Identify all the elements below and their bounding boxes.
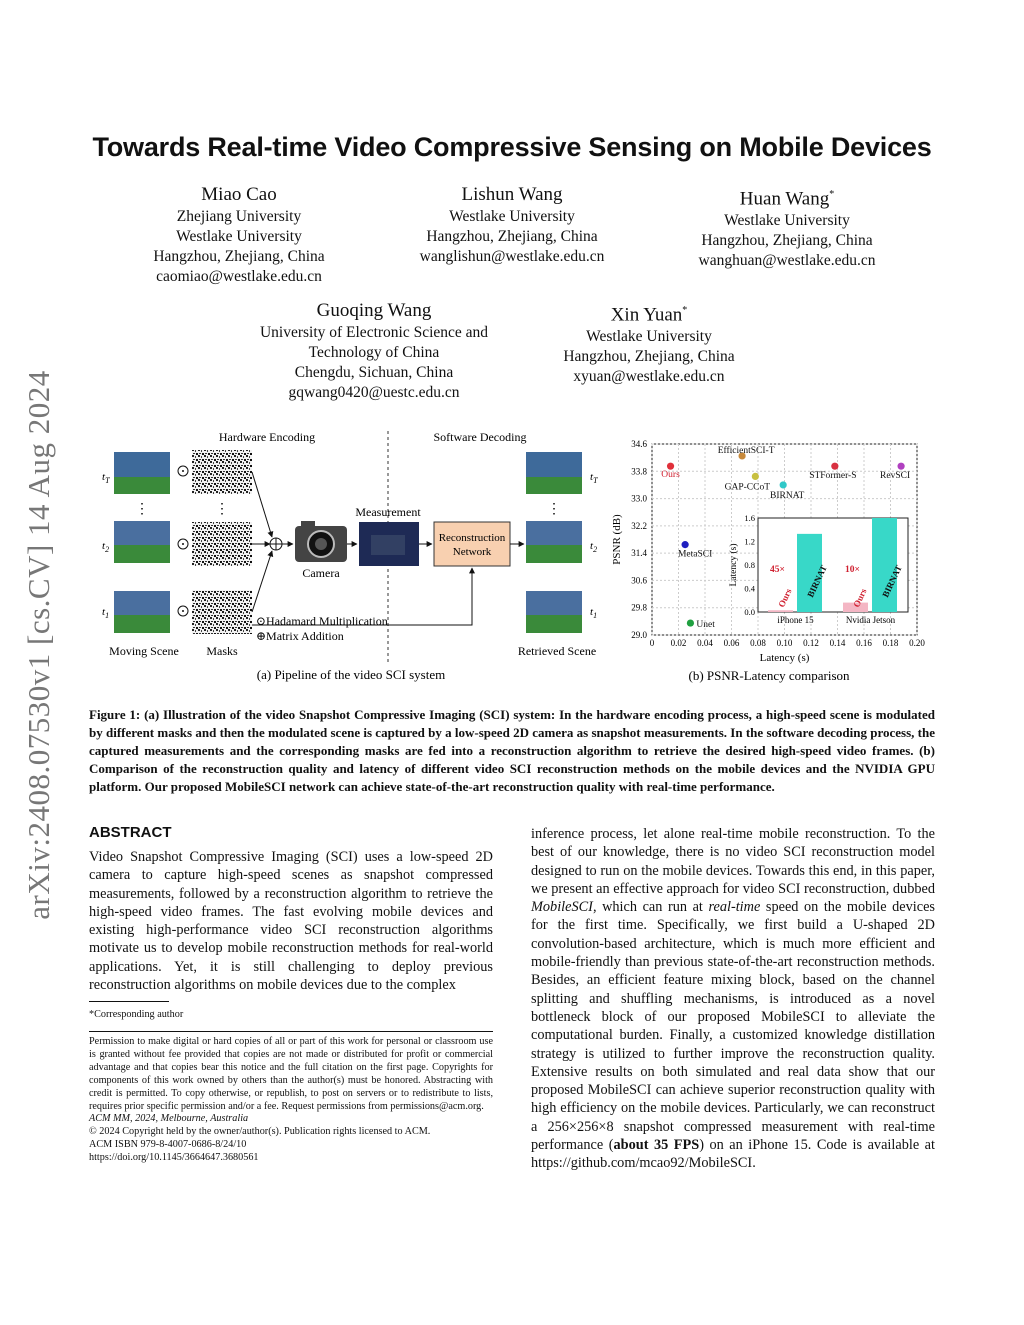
mask-1 [192, 590, 252, 634]
isbn-line: ACM ISBN 979-8-4007-0686-8/24/10 [89, 1139, 247, 1151]
y-tick-label: 33.0 [631, 493, 647, 504]
inset-y-tick: 1.2 [744, 536, 755, 547]
y-tick-label: 29.0 [631, 630, 647, 640]
figure-caption: Figure 1: (a) Illustration of the video Snapshot Compressive Imaging (SCI) system: In the hardware encoding process, a high-speed scene is modulated by different masks and then the modulated scene is captured by a low-speed 2D camera as snapshot measurements. In the software decoding process, the captured measurements and the corresponding masks are fed into a reconstruction algorithm to retrieve the desired high-speed video frames. (b) Comparison of the reconstruction quality and latency of different video SCI reconstruction methods on the mobile devices and the NVIDIA GPU platform. Our proposed MobileSCI network can achieve state-of-the-art reconstruction quality with real-time performance. [89, 707, 935, 794]
author-location: Hangzhou, Zhejiang, China [563, 348, 735, 366]
x-tick-label: 0.04 [697, 638, 713, 648]
inset-bar-ours [768, 610, 793, 612]
author-block-4 [244, 299, 504, 403]
author-email: wanglishun@westlake.edu.cn [419, 248, 605, 265]
inset-bar-label: Ours [776, 586, 794, 609]
svg-text:⋮: ⋮ [215, 502, 229, 517]
y-tick-label: 34.6 [631, 439, 647, 449]
data-point-gap-ccot [752, 473, 759, 480]
data-point-metasci [682, 541, 689, 548]
point-label: MetaSCI [677, 549, 713, 560]
author-email: gqwang0420@uestc.edu.cn [288, 384, 460, 401]
inset-y-tick: 0.8 [744, 560, 755, 570]
permission-block [89, 1036, 493, 1165]
svg-text:t1: $t_1$ [590, 606, 598, 620]
x-tick-label: 0 [649, 638, 655, 648]
author-name: Miao Cao [201, 184, 277, 205]
inset-y-tick: 1.6 [744, 513, 755, 523]
x-axis-label: Latency (s) [759, 652, 810, 664]
svg-text:Reconstruction: Reconstruction [438, 532, 506, 544]
x-tick-label: 0.18 [882, 638, 899, 648]
y-axis-label: PSNR (dB) [611, 514, 623, 565]
x-tick-label: 0.16 [856, 638, 872, 648]
data-point-stformer-s [831, 463, 838, 470]
y-tick-label: 29.8 [631, 602, 647, 613]
author-affiliation: Technology of China [308, 344, 440, 361]
x-tick-label: 0.10 [776, 638, 793, 648]
author-affiliation: Zhejiang University [176, 208, 302, 225]
x-tick-label: 0.06 [723, 638, 740, 648]
author-affiliation: Westlake University [586, 328, 712, 346]
author-location: Hangzhou, Zhejiang, China [426, 228, 598, 245]
svg-text:tT: $t_T$ [590, 471, 598, 485]
data-point-revsci [898, 463, 905, 470]
permission-rule [89, 1031, 493, 1032]
psnr-latency-chart [606, 432, 936, 687]
software-decoding-label: Software Decoding [433, 430, 527, 444]
abstract-left-column: Video Snapshot Compressive Imaging (SCI) uses a low-speed 2D camera to capture high-speed scenes as snapshot compressed measurements, followed by a reconstruction algorithm to retrieve the high-speed video frames. The fast evolving mobile devices and existing high-performance video SCI reconstruction algorithms motivate us to develop mobile reconstruction methods for real-world applications. Yet, it is still challenging to deploy previous reconstruction algorithms on mobile devices due to the complex [89, 849, 493, 994]
abstract-heading: ABSTRACT [89, 824, 172, 841]
author-name: Guoqing Wang [316, 300, 432, 321]
copyright-line: © 2024 Copyright held by the owner/author(s). Publication rights licensed to ACM. [89, 1126, 431, 1138]
data-point-birnat [780, 481, 787, 488]
y-tick-label: 30.6 [631, 575, 647, 586]
author-block-3 [677, 183, 897, 271]
inset-x-tick: Nvidia Jetson [845, 615, 896, 625]
author-block-1 [139, 183, 339, 287]
data-point-unet [687, 619, 694, 626]
y-tick-label: 33.8 [631, 466, 647, 477]
point-label: BIRNAT [770, 490, 805, 501]
point-label: Ours [661, 470, 680, 481]
ellipsis-frames: ⋮ [135, 502, 149, 517]
inset-bar-label: BIRNAT [880, 563, 904, 599]
author-name: Xin Yuan* [610, 304, 688, 326]
x-tick-label: 0.20 [909, 638, 925, 648]
author-affiliation: Westlake University [176, 228, 302, 245]
pipeline-diagram [96, 425, 616, 687]
inset-bar-label: BIRNAT [805, 563, 829, 599]
camera-label: Camera [302, 566, 340, 580]
corresponding-author-footnote: *Corresponding author [89, 1009, 184, 1020]
author-affiliation: Westlake University [724, 212, 850, 230]
point-label: STFormer-S [809, 471, 857, 482]
footnote-rule [89, 1001, 169, 1002]
mask-t [192, 450, 252, 494]
speedup-annotation: 10× [845, 565, 860, 575]
permission-text: Permission to make digital or hard copies of all or part of this work for personal or classroom use is granted without fee provided that copies are not made or distributed for profit or commercial advantage and that copies bear this notice and the full citation on the first page. Copyrights for components of this work owned by others than the author(s) must be honored. Abstracting with credit is permitted. To copy otherwise, or republish, to post on servers or to redistribute to lists, requires prior specific permission and/or a fee. Request permissions from permissions@acm.org. [89, 1036, 493, 1112]
figure-b-caption: (b) PSNR-Latency comparison [688, 668, 850, 683]
doi-line: https://doi.org/10.1145/3664647.3680561 [89, 1152, 259, 1164]
legend-hadamard: ⊙Hadamard Multiplication [256, 614, 388, 628]
t-label-bot: $t_1$ [102, 606, 110, 620]
author-affiliation: University of Electronic Science and [259, 324, 489, 341]
data-point-ours [667, 463, 674, 470]
svg-text:⋮: ⋮ [547, 502, 561, 517]
author-name: Huan Wang* [739, 188, 835, 210]
x-tick-label: 0.12 [803, 638, 819, 648]
author-email: wanghuan@westlake.edu.cn [698, 252, 876, 270]
conference-line: ACM MM, 2024, Melbourne, Australia [89, 1113, 249, 1125]
inset-y-tick: 0.4 [744, 583, 755, 594]
author-email: xyuan@westlake.edu.cn [573, 368, 725, 386]
reconstruction-network-box [434, 522, 510, 566]
author-block-5 [544, 299, 754, 387]
x-tick-label: 0.02 [670, 638, 687, 648]
t-label-mid: $t_2$ [102, 540, 110, 554]
y-tick-label: 31.4 [631, 548, 647, 559]
author-block-2 [402, 183, 622, 267]
measurement-label: Measurement [355, 505, 421, 519]
author-location: Hangzhou, Zhejiang, China [153, 248, 325, 265]
speedup-annotation: 45× [770, 565, 785, 575]
svg-text:t2: $t_2$ [590, 540, 598, 554]
t-label-top: $t_T$ [102, 471, 110, 485]
point-label: RevSCI [880, 471, 911, 482]
paper-title: Towards Real-time Video Compressive Sensing on Mobile Devices [92, 132, 932, 162]
point-label: GAP-CCoT [724, 482, 771, 493]
masks-label: Masks [206, 644, 238, 658]
x-tick-label: 0.08 [750, 638, 766, 648]
point-label: Unet [696, 620, 715, 631]
author-location: Chengdu, Sichuan, China [294, 364, 454, 381]
author-affiliation: Westlake University [449, 208, 575, 225]
mask-2 [192, 522, 252, 566]
arxiv-side-label: arXiv:2408.07530v1 [cs.CV] 14 Aug 2024 [21, 370, 56, 920]
author-email: caomiao@westlake.edu.cn [156, 268, 322, 285]
y-tick-label: 32.2 [631, 520, 647, 531]
hardware-encoding-label: Hardware Encoding [218, 430, 316, 444]
legend-addition: ⊕Matrix Addition [256, 629, 344, 643]
point-label: EfficientSCI-T [717, 445, 775, 456]
inset-y-tick: 0.0 [744, 607, 755, 617]
retrieved-scene-label: Retrieved Scene [517, 644, 597, 658]
inset-x-tick: iPhone 15 [777, 615, 814, 625]
x-tick-label: 0.14 [829, 638, 846, 648]
inset-y-label: Latency (s) [729, 543, 739, 587]
svg-text:Network: Network [452, 546, 492, 558]
figure-a-caption: (a) Pipeline of the video SCI system [256, 667, 446, 682]
abstract-right-column: inference process, let alone real-time mobile reconstruction. To the best of our knowledge, there is no video SCI reconstruction model designed to run on the mobile devices. Towards this end, in this paper, we present an effective approach for video SCI reconstruction, dubbed MobileSCI, which can run at real-time speed on the mobile devices for the first time. Specifically, we first build a U-shaped 2D convolution-based architecture, which is much more efficient and mobile-friendly than previous state-of-the-art reconstruction methods. Besides, an efficient feature mixing block, based on the channel splitting and shuffling mechanisms, is introduced as a novel bottleneck block of our proposed MobileSCI to alleviate the computational burden. Finally, a customized knowledge distillation strategy is utilized to further improve the reconstruction quality. Extensive results on both simulated and real data show that our proposed MobileSCI can achieve superior reconstruction quality with high efficiency on the mobile devices. Particularly, we can reconstruct a 256×256×8 snapshot compressed measurement with real-time performance (about 35 FPS) on an iPhone 15. Code is available at https://github.com/mcao92/MobileSCI. [531, 826, 935, 1172]
author-location: Hangzhou, Zhejiang, China [701, 232, 873, 250]
inset-bar-label: Ours [851, 586, 869, 609]
moving-scene-label: Moving Scene [109, 644, 179, 658]
author-name: Lishun Wang [461, 184, 563, 205]
